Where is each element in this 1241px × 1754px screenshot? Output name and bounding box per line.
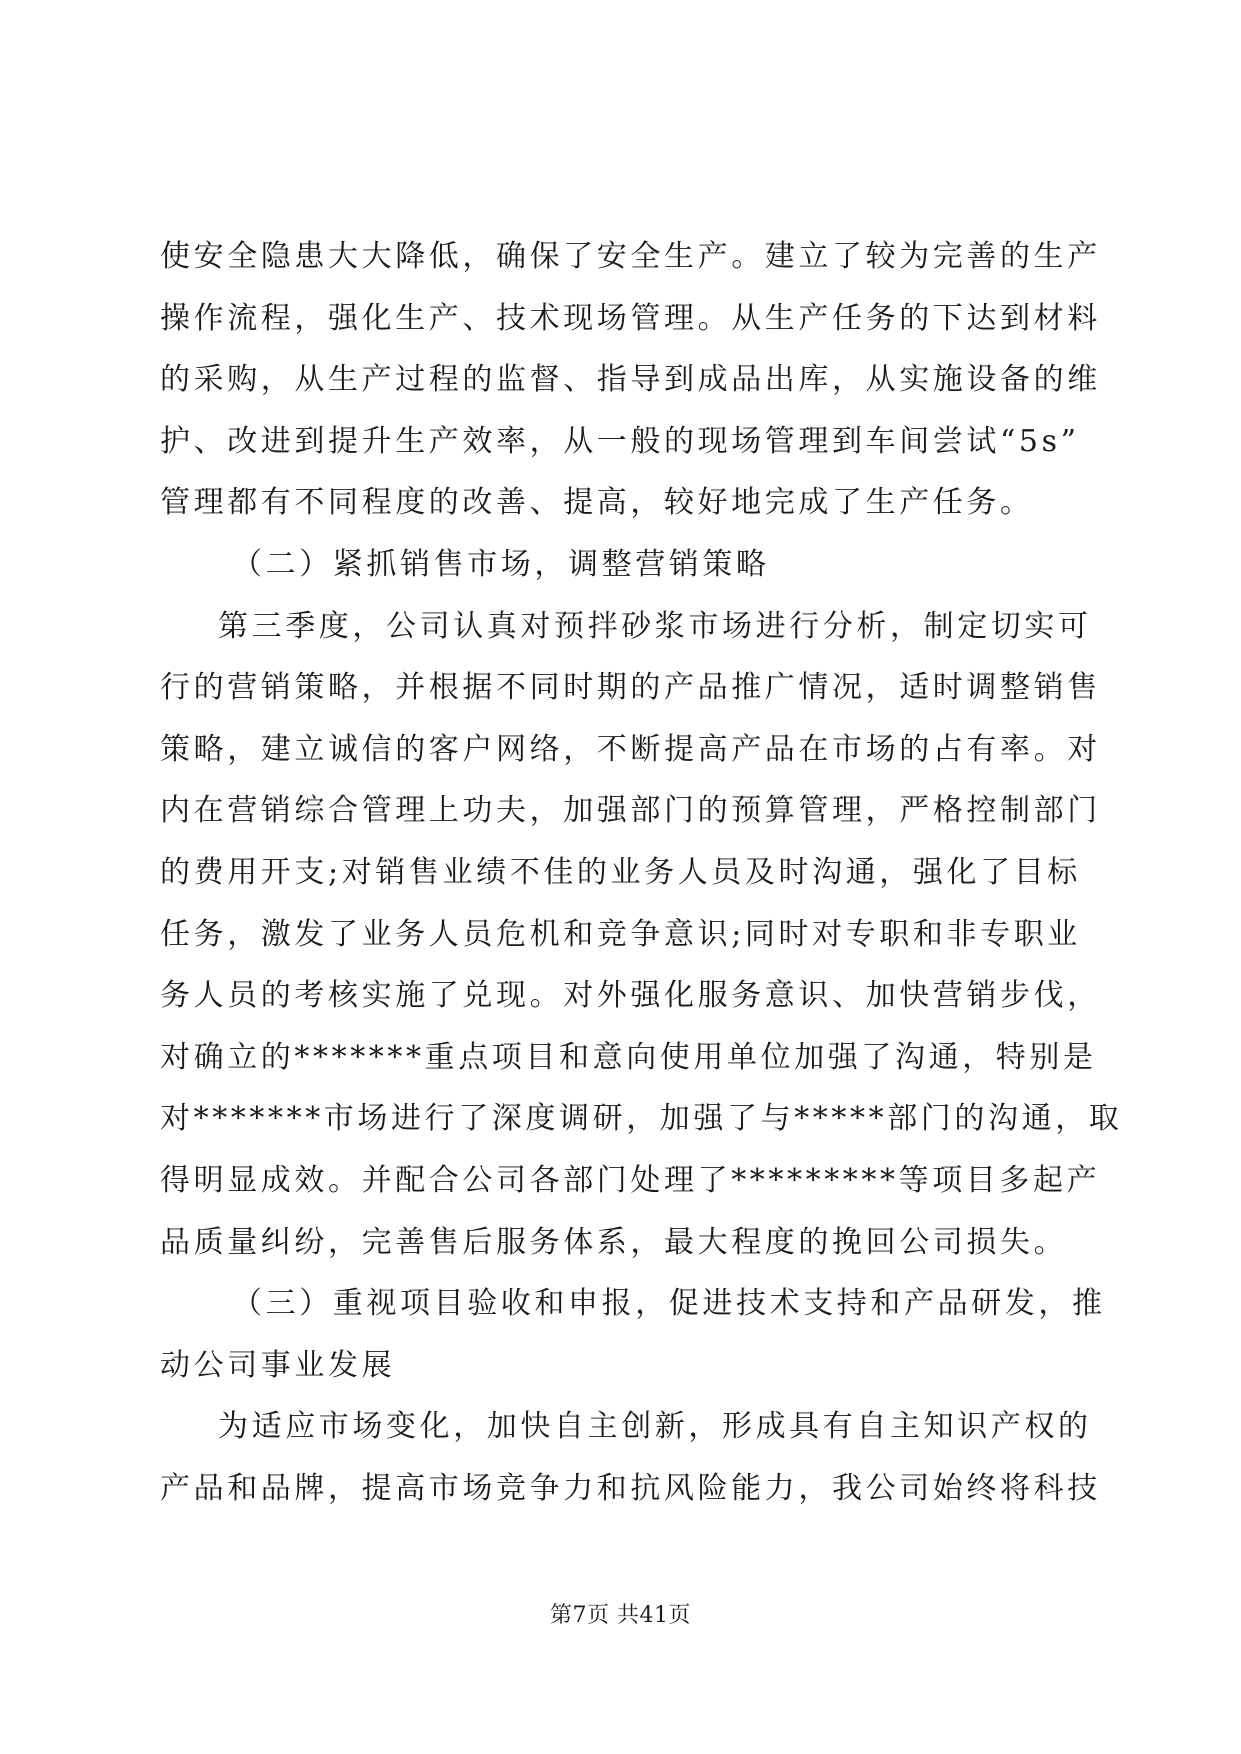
paragraph-line: 任务，激发了业务人员危机和竞争意识;同时对专职和非专职业 [160,916,1081,952]
section-heading-line: （二）紧抓销售市场，调整营销策略 [232,546,770,582]
paragraph-line: 操作流程，强化生产、技术现场管理。从生产任务的下达到材料 [160,300,1101,336]
page-footer: 第7页 共41页 [550,1603,691,1628]
paragraph-line: 产品和品牌，提高市场竞争力和抗风险能力，我公司始终将科技 [160,1470,1101,1506]
paragraph-line: 得明显成效。并配合公司各部门处理了*********等项目多起产 [160,1162,1101,1198]
paragraph-line: 使安全隐患大大降低，确保了安全生产。建立了较为完善的生产 [160,239,1101,274]
paragraph-line: 行的营销策略，并根据不同时期的产品推广情况，适时调整销售 [160,670,1101,706]
paragraph-line: 务人员的考核实施了兑现。对外强化服务意识、加快营销步伐， [160,978,1101,1014]
section-heading-line: （三）重视项目验收和申报，促进技术支持和产品研发，推 [232,1286,1106,1322]
document-body [160,226,1123,1519]
paragraph-line: 内在营销综合管理上功夫，加强部门的预算管理，严格控制部门 [160,793,1101,829]
paragraph-line: 第三季度，公司认真对预拌砂浆市场进行分析，制定切实可 [218,608,1092,644]
paragraph-line: 品质量纠纷，完善售后服务体系，最大程度的挽回公司损失。 [160,1224,1068,1260]
paragraph-line: 护、改进到提升生产效率，从一般的现场管理到车间尝试“5s” [160,423,1080,459]
paragraph-line: 对*******市场进行了深度调研，加强了与*****部门的沟通，取 [160,1101,1123,1137]
paragraph-line: 的采购，从生产过程的监督、指导到成品出库，从实施设备的维 [160,362,1101,398]
paragraph-line: 为适应市场变化，加快自主创新，形成具有自主知识产权的 [218,1409,1092,1445]
paragraph-line: 的费用开支;对销售业绩不佳的业务人员及时沟通，强化了目标 [160,854,1081,890]
paragraph-line: 动公司事业发展 [160,1347,396,1383]
paragraph-line: 管理都有不同程度的改善、提高，较好地完成了生产任务。 [160,485,1034,521]
paragraph-line: 策略，建立诚信的客户网络，不断提高产品在市场的占有率。对 [160,731,1101,767]
paragraph-line: 对确立的*******重点项目和意向使用单位加强了沟通，特别是 [160,1039,1097,1075]
